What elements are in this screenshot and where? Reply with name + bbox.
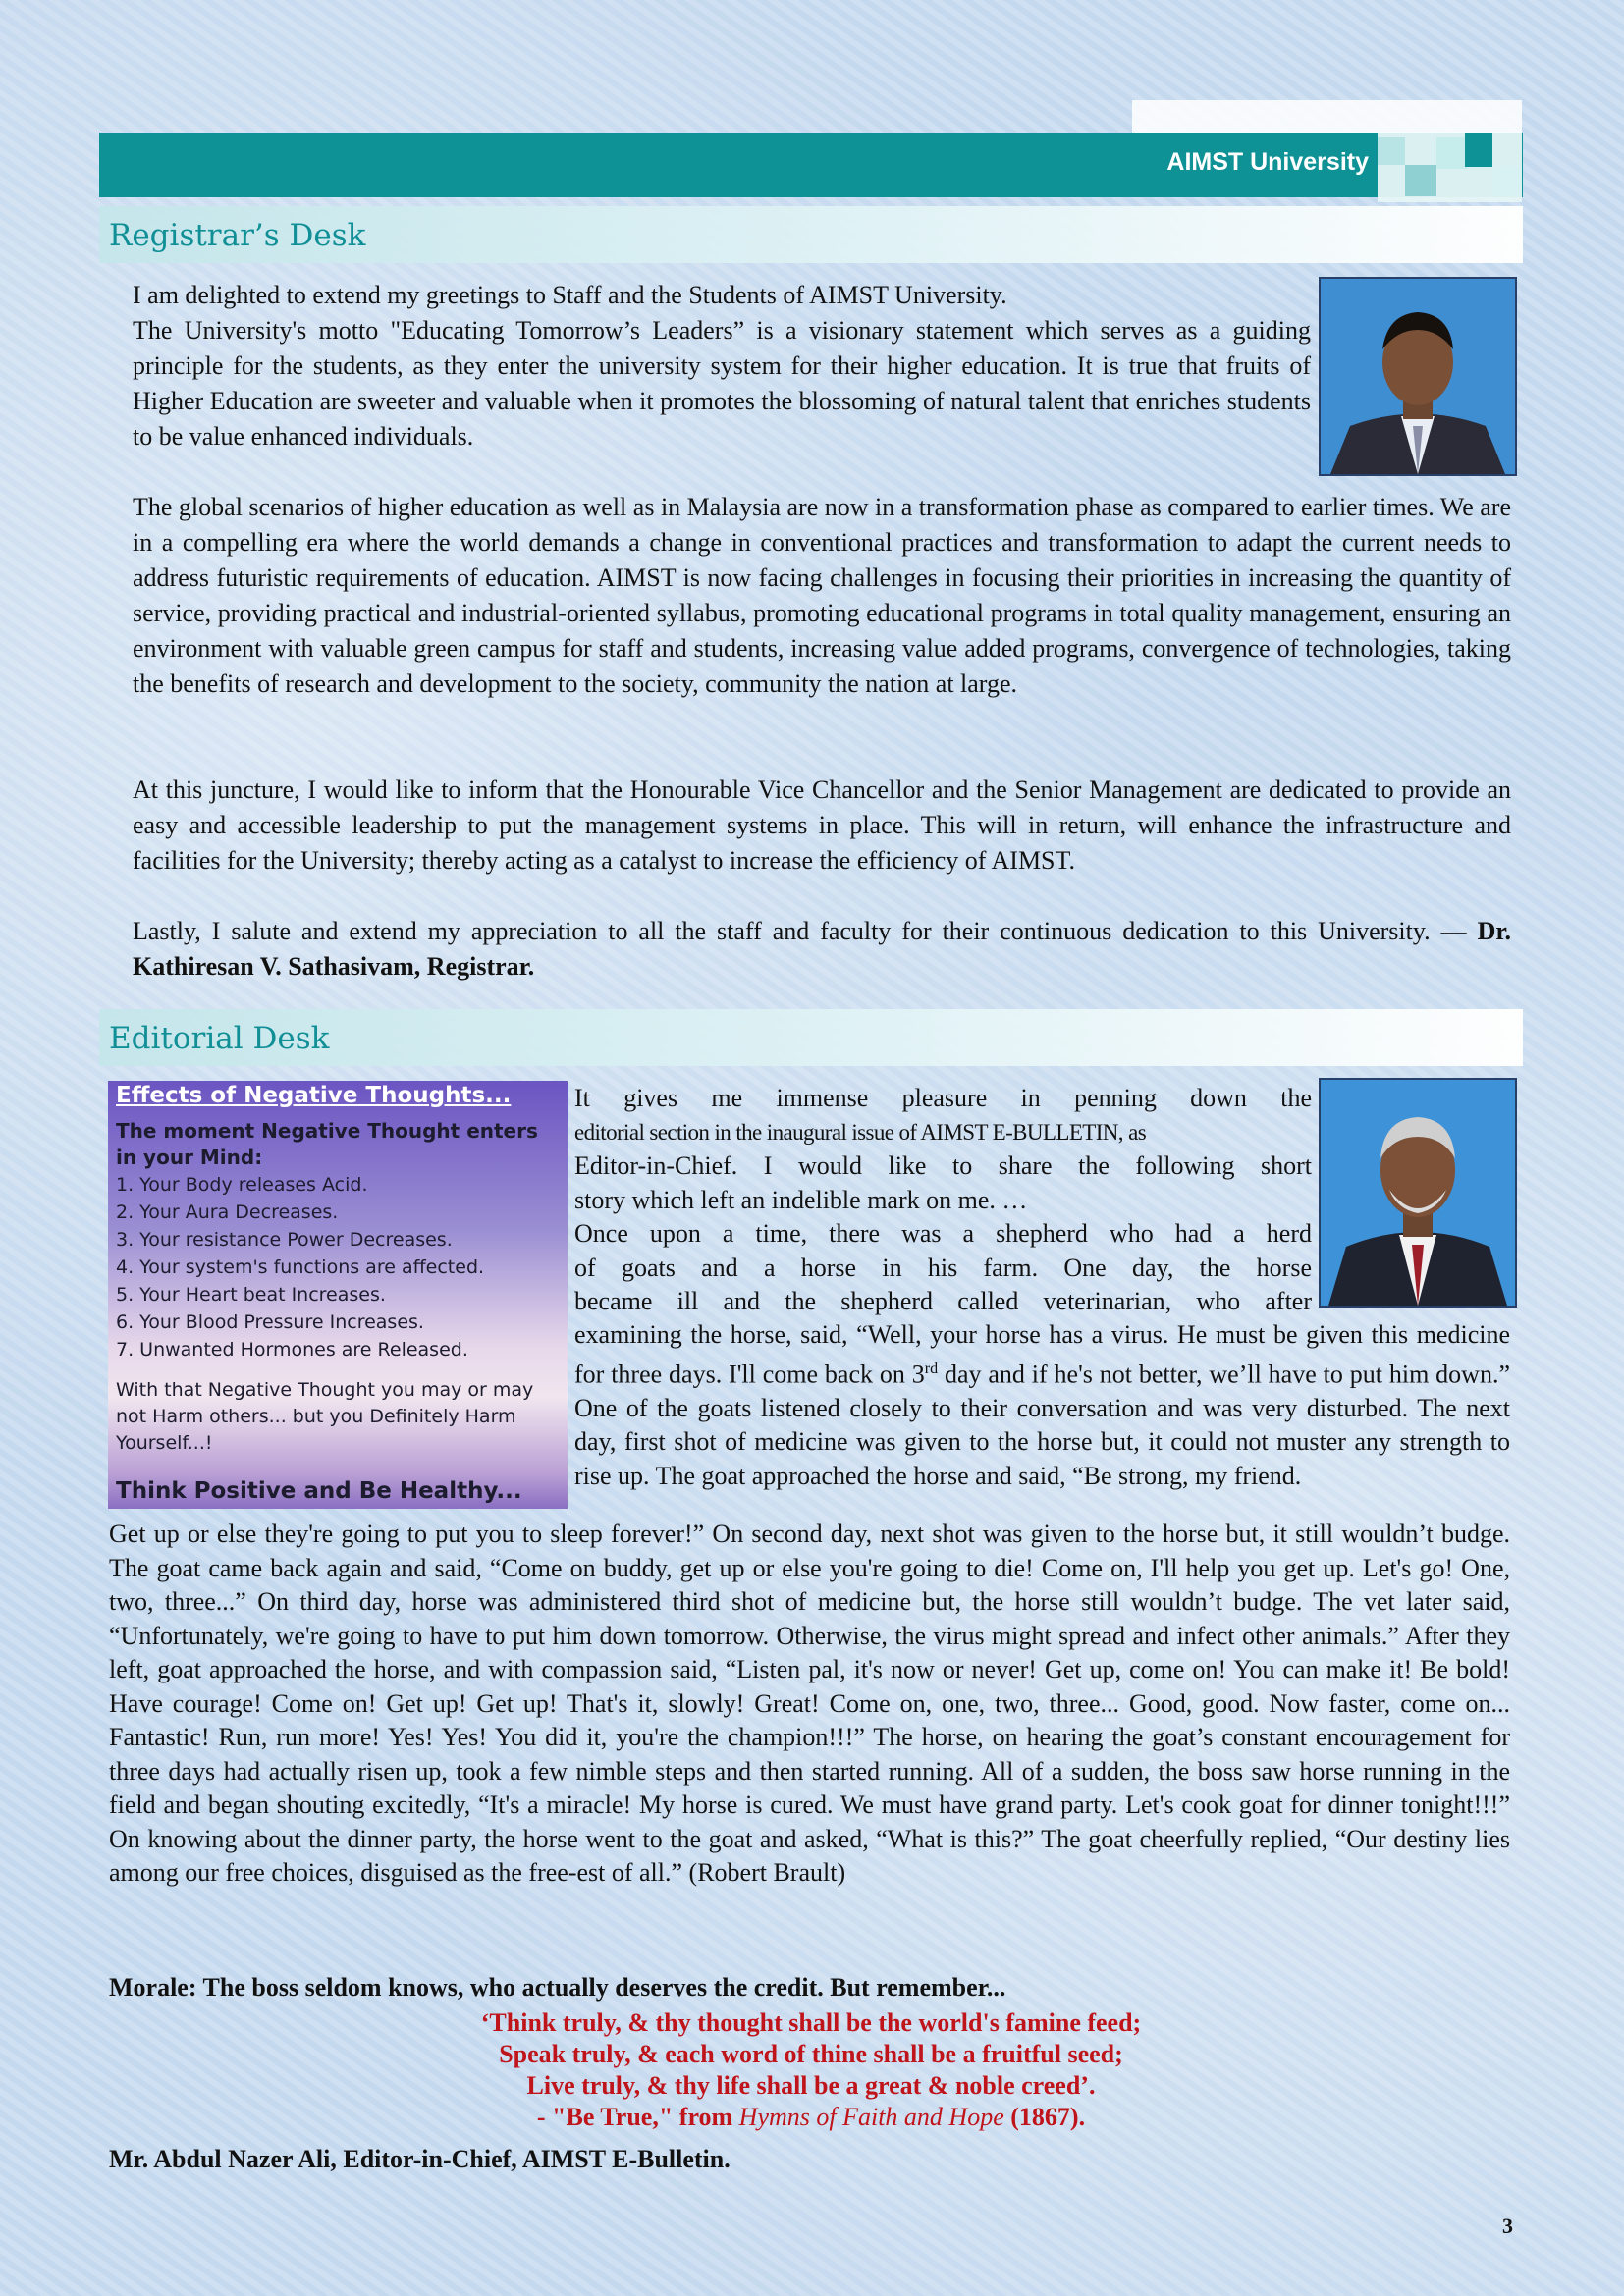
editorial-line: Once upon a time, there was a shepherd who had a herd <box>574 1219 1312 1248</box>
editor-photo <box>1319 1078 1517 1308</box>
quote-line: ‘Think truly, & thy thought shall be the world's famine feed; <box>480 2008 1142 2037</box>
poster-title: Effects of Negative Thoughts... <box>116 1083 512 1108</box>
banner-decor-square <box>1465 133 1492 167</box>
registrar-paragraph-2: The global scenarios of higher education as well as in Malaysia are now in a transformation phase as compared to earlier times. We are in a compelling era where the world demands a change in conventional practices and transformation to adapt the current needs to address futuristic requirements of education. AIMST is now facing challenges in focusing their priorities in increasing the quantity of service, providing practical and industrial-oriented syllabus, promoting educational programs in total quality management, ensuring an environment with valuable green campus for staff and students, increasing value added programs, convergence of technologies, taking the benefits of research and development to the society, community the nation at large. <box>133 493 1511 698</box>
registrar-section-header <box>99 206 1523 263</box>
poster-list-item: 5. Your Heart beat Increases. <box>116 1284 386 1306</box>
poster-footer: Think Positive and Be Healthy... <box>116 1478 522 1504</box>
poster-list-item: 6. Your Blood Pressure Increases. <box>116 1311 424 1333</box>
editor-portrait-image <box>1321 1080 1515 1306</box>
editorial-line: editorial section in the inaugural issue of AIMST E-BULLETIN, as <box>574 1119 1147 1145</box>
editorial-line: Editor-in-Chief. I would like to share the following short <box>574 1151 1312 1180</box>
quote-line: Live truly, & thy life shall be a great & noble creed’. <box>526 2071 1096 2100</box>
negative-thoughts-poster <box>108 1081 568 1509</box>
banner-decor-square <box>1132 100 1522 133</box>
page-number: 3 <box>1502 2214 1513 2238</box>
registrar-paragraph-3: At this juncture, I would like to inform that the Honourable Vice Chancellor and the Senior Management are dedicated to provide an easy and accessible leadership to put the management systems in place. This will in return, will enhance the infrastructure and facilities for the University; thereby acting as a catalyst to increase the efficiency of AIMST. <box>133 775 1511 875</box>
banner-decor-square <box>1405 165 1436 196</box>
quote-source <box>99 2102 1523 2133</box>
header-banner <box>99 133 1523 197</box>
editorial-section-title: Editorial Desk <box>109 1021 330 1056</box>
poster-list-item: 2. Your Aura Decreases. <box>116 1201 339 1223</box>
banner-title: AIMST University <box>1166 148 1369 176</box>
editorial-section-header <box>99 1009 1523 1066</box>
banner-decor-square <box>1436 137 1468 169</box>
registrar-section-title: Registrar’s Desk <box>109 218 366 253</box>
registrar-closing-text: Lastly, I salute and extend my appreciation to all the staff and faculty for their continuous dedication to this University. — <box>133 917 1467 945</box>
editorial-story-middle <box>574 1318 1510 1493</box>
poster-subtitle: The moment Negative Thought enters in your Mind: <box>116 1119 538 1169</box>
quote-line: Speak truly, & each word of thine shall be a fruitful seed; <box>499 2040 1123 2068</box>
editorial-quote <box>99 2007 1523 2133</box>
registrar-greeting: I am delighted to extend my greetings to Staff and the Students of AIMST University. <box>133 281 1007 309</box>
editorial-line: story which left an indelible mark on me. … <box>574 1185 1028 1214</box>
editorial-intro-lines <box>574 1082 1312 1319</box>
poster-list-item: 3. Your resistance Power Decreases. <box>116 1229 453 1251</box>
registrar-paragraph-4 <box>133 914 1511 985</box>
quote-source-prefix: - "Be True," from <box>536 2103 739 2131</box>
registrar-paragraph-1: The University's motto "Educating Tomorrow’s Leaders” is a visionary statement which serves as a guiding principle for the students, as they enter the university system for their higher education. It is true that fruits of Higher Education are sweeter and valuable when it promotes the blossoming of natural talent that enriches students to be value enhanced individuals. <box>133 316 1311 451</box>
editor-signature: Mr. Abdul Nazer Ali, Editor-in-Chief, AIMST E-Bulletin. <box>109 2145 731 2173</box>
banner-decor-square <box>1378 137 1405 165</box>
poster-closing: With that Negative Thought you may or may not Harm others... but you Definitely Harm Yourself...! <box>116 1379 534 1454</box>
editorial-story-text: day and if he's not better, we’ll have to put him down.” One of the goats listened closely to their conversation and was very disturbed. The next day, first shot of medicine was given to the horse but, it could not muster any strength to rise up. The goat approached the horse and said, “Be strong, my friend. <box>574 1360 1510 1490</box>
banner-decor-square <box>1493 167 1521 196</box>
editorial-morale: Morale: The boss seldom knows, who actually deserves the credit. But remember... <box>109 1973 1006 2002</box>
editorial-line: of goats and a horse in his farm. One day, the horse <box>574 1253 1312 1282</box>
poster-list-item: 4. Your system's functions are affected. <box>116 1256 485 1278</box>
registrar-portrait-image <box>1321 279 1515 474</box>
editorial-story-body: Get up or else they're going to put you to sleep forever!” On second day, next shot was given to the horse but, it still wouldn’t budge. The goat came back again and said, “Come on buddy, get up or else you're going to die! Come on, I'll help you get up. Let's go! One, two, three...” On third day, horse was administered third shot of medicine but, the horse still wouldn’t budge. The vet later said, “Unfortunately, we're going to have to put him down tomorrow. Otherwise, the virus might spread and infect other animals.” After they left, goat approached the horse, and with compassion said, “Listen pal, it's now or never! Get up, come on! You can make it! Be bold! Have courage! Come on! Get up! Get up! That's it, slowly! Great! Come on, one, two, three... Good, good. Now faster, come on... Fantastic! Run, run more! Yes! Yes! You did it, you're the champion!!!” The horse, on hearing the goat’s constant encouragement for three days had actually risen up, took a few nimble steps and then started running. All of a sudden, the boss saw horse running in the field and began shouting excitedly, “It's a miracle! My horse is cured. We must have grand party. Let's cook goat for dinner tonight!!!” On knowing about the dinner party, the horse went to the goat and asked, “What is this?” The goat cheerfully replied, “Our destiny lies among our free choices, disguised as the free-est of all.” (Robert Brault) <box>109 1520 1510 1887</box>
editorial-story-text: examining the horse, said, “Well, your horse has a virus. He must be given this medicine for three days. I'll come back on 3 <box>574 1320 1510 1389</box>
poster-list <box>116 1171 484 1363</box>
registrar-signature: Dr. Kathiresan V. Sathasivam, Registrar. <box>133 917 1512 981</box>
editorial-line: It gives me immense pleasure in penning down the <box>574 1084 1312 1112</box>
editorial-line: became ill and the shepherd called veterinarian, who after <box>574 1287 1312 1315</box>
quote-source-year: (1867). <box>1003 2103 1086 2131</box>
poster-list-item: 1. Your Body releases Acid. <box>116 1174 368 1196</box>
editorial-story-superscript: rd <box>924 1360 939 1377</box>
registrar-photo <box>1319 277 1517 476</box>
quote-source-title: Hymns of Faith and Hope <box>738 2103 1004 2131</box>
poster-list-item: 7. Unwanted Hormones are Released. <box>116 1339 468 1361</box>
